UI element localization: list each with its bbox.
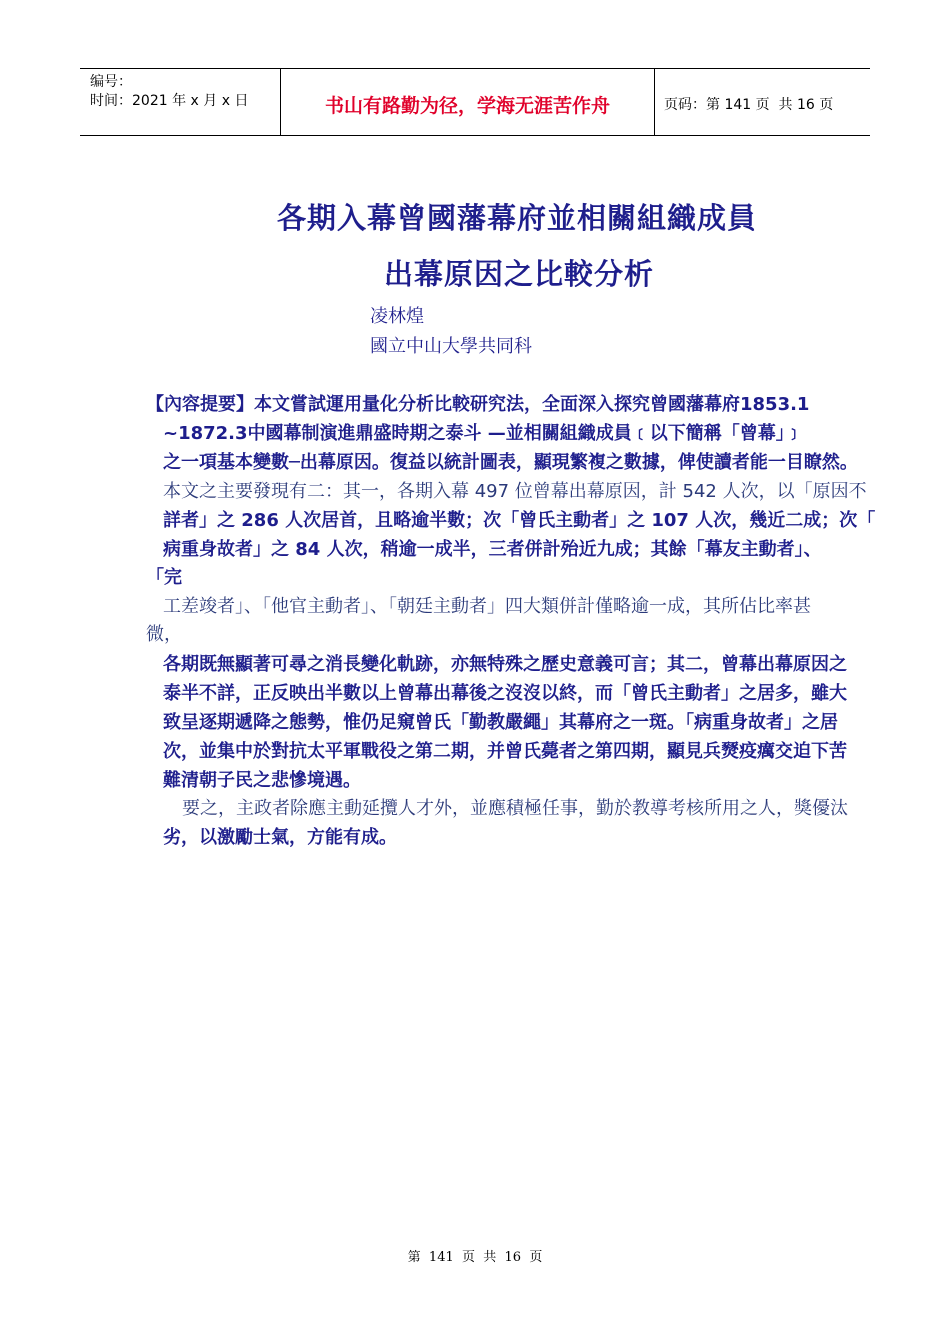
header-table [80,68,870,136]
number-label: 编号： [90,74,132,90]
abstract-line: 詳者」之 286 人次居首，且略逾半數；次「曾氏主動者」之 107 人次，幾近二成；次「 [163,510,876,531]
abstract-line: 要之，主政者除應主動延攬人才外，並應積極任事，勤於教導考核所用之人，獎優汰 [182,798,848,819]
time-label: 时间：2021 年 x 月 x 日 [90,93,249,109]
abstract-line: 劣，以激勵士氣，方能有成。 [163,827,397,848]
abstract-line: 致呈逐期遞降之態勢，惟仍足窺曾氏「勤教嚴繩」其幕府之一斑。「病重身故者」之居 [163,712,838,733]
abstract-line: 難清朝子民之悲慘境遇。 [163,770,361,791]
abstract-line: 次，並集中於對抗太平軍戰役之第二期，并曾氏薨者之第四期，顯見兵燹疫癘交迫下苦 [163,741,847,762]
footer-page-number: 第 141 页 共 16 页 [407,1250,543,1265]
author: 凌林煌 [370,306,424,327]
title-line-1: 各期入幕曾國藩幕府並相關組織成員 [276,201,757,235]
abstract-line: 微， [146,624,182,645]
title-line-2: 出幕原因之比較分析 [383,257,654,291]
abstract-line: 泰半不詳，正反映出半數以上曾幕出幕後之沒沒以終，而「曾氏主動者」之居多，雖大 [163,683,847,704]
abstract-line: 【內容提要】本文嘗試運用量化分析比較研究法，全面深入探究曾國藩幕府1853.1 [146,394,810,415]
abstract-line: 工差竣者」、「他官主動者」、「朝廷主動者」四大類併計僅略逾一成，其所佔比率甚 [163,596,811,617]
abstract-line: 本文之主要發現有二：其一，各期入幕 497 位曾幕出幕原因，計 542 人次，以「原因不 [163,481,867,502]
abstract-line: 病重身故者」之 84 人次，稍逾一成半，三者併計殆近九成；其餘「幕友主動者」、 [163,539,822,560]
header-left-cell [80,69,281,135]
affiliation: 國立中山大學共同科 [370,336,532,357]
page-label: 页码：第 141 页 共 16 页 [664,97,834,113]
motto: 书山有路勤为径，学海无涯苦作舟 [281,69,655,135]
abstract-line: 之一項基本變數─出幕原因。復益以統計圖表，顯現繁複之數據，俾使讀者能一目瞭然。 [163,452,858,473]
abstract-line: ~1872.3中國幕制演進鼎盛時期之泰斗 —並相關組織成員﹝以下簡稱「曾幕」﹞ [163,423,803,444]
abstract-line: 「完 [146,567,182,588]
abstract-line: 各期既無顯著可尋之消長變化軌跡，亦無特殊之歷史意義可言；其二，曾幕出幕原因之 [163,654,847,675]
